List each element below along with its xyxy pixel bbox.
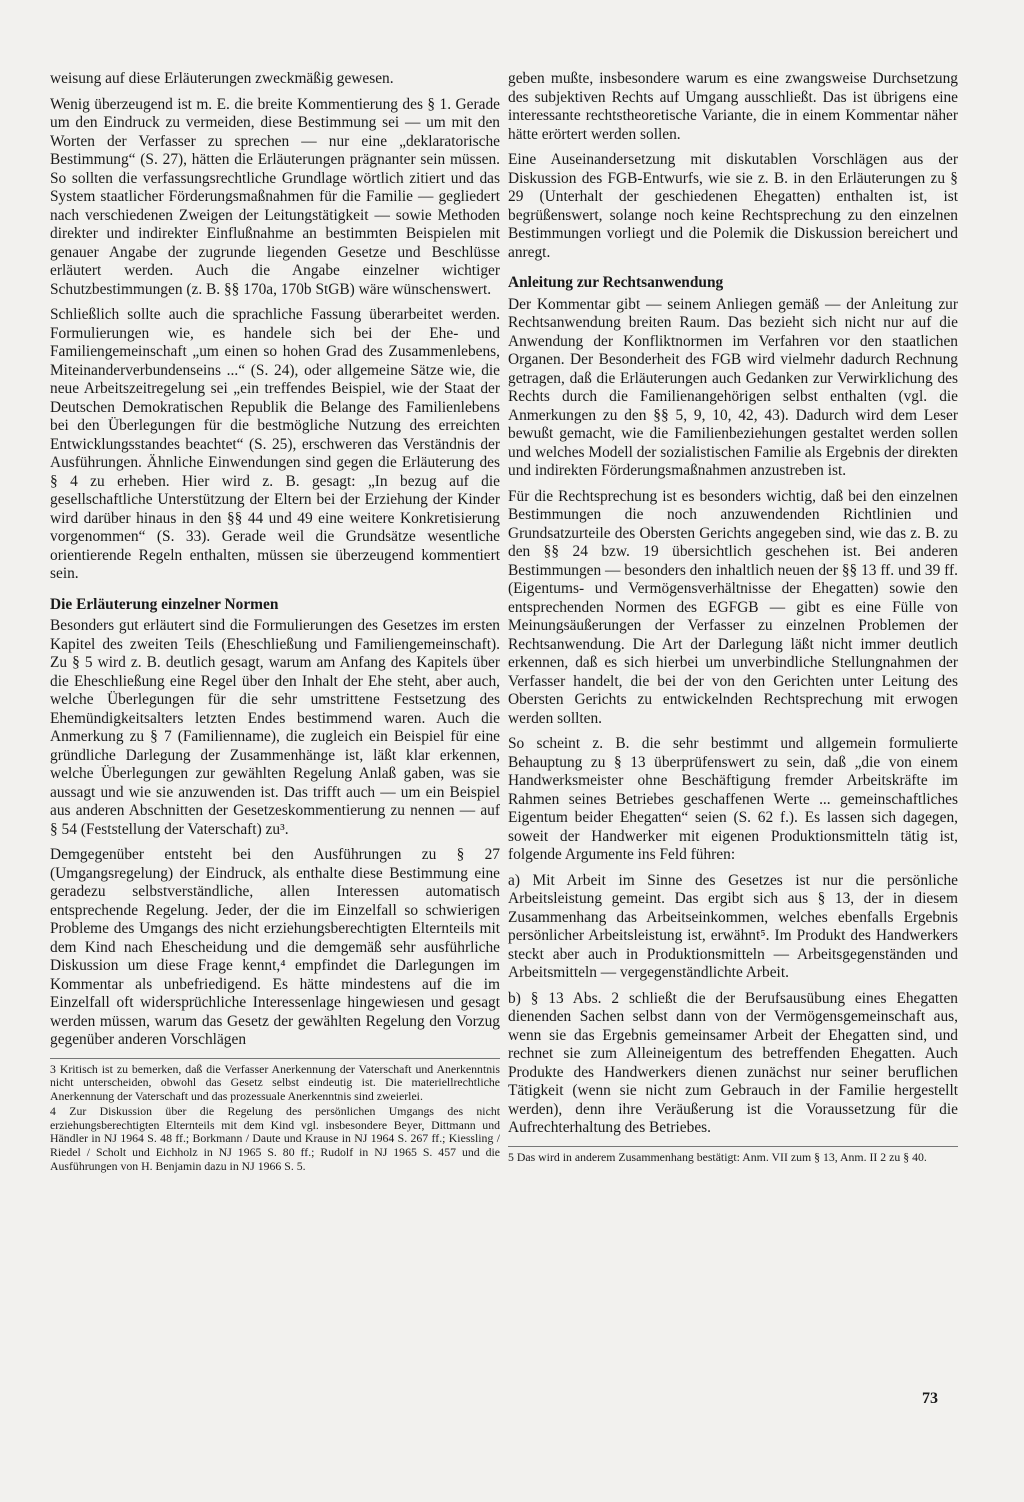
paragraph: Wenig überzeugend ist m. E. die breite Kommentierung des § 1. Gerade um den Eindruck zu vermeiden, diese Bestimmung sei — um mit den Worten der Verfasser zu sprechen — nur eine „deklaratorische Bestimmung“ (S. 27), hätten die Erläuterungen prägnanter sein müssen. So sollten die verfassungsrechtliche Grundlage wörtlich zitiert und das System staatlicher Förderungsmaßnahmen für die Familie — gegliedert nach verschiedenen Zweigen der Leitungstätigkeit — sowie Methoden direkter und indirekter Einflußnahme an bestimmten Beispielen mit genauer Angabe der zugrunde liegenden Gesetze und Beschlüsse erläutert werden. Auch die Angabe einzelner wichtiger Schutzbestimmungen (z. B. §§ 170a, 170b StGB) wäre wünschenswert.: [50, 95, 500, 298]
paragraph: So scheint z. B. die sehr bestimmt und allgemein formulierte Behauptung zu § 13 überprüfenswert zu sein, daß „die von einem Handwerksmeister ohne Beschäftigung fremder Arbeitskräfte im Rahmen seines Betriebes geschaffenen Werte ... gemeinschaftliches Eigentum beider Ehegatten“ seien (S. 62 f.). Es lassen sich dagegen, soweit der Handwerker mit eigenen Produktionsmitteln tätig ist, folgende Argumente ins Feld führen:: [508, 735, 958, 863]
footnotes: [508, 1146, 958, 1165]
paragraph: weisung auf diese Erläuterungen zweckmäßig gewesen.: [50, 70, 394, 87]
paragraph: geben mußte, insbesondere warum es eine zwangsweise Durchsetzung des subjektiven Rechts auf Umgang ausschließt. Das ist übrigens eine interessante rechtstheoretische Variante, die in einem Kommentar näher hätte erörtert werden sollen.: [508, 70, 958, 143]
left-column: [50, 70, 500, 1175]
paragraph: Besonders gut erläutert sind die Formulierungen des Gesetzes im ersten Kapitel des zweiten Teils (Eheschließung und Familiengemeinschaft). Zu § 5 wird z. B. deutlich gesagt, warum am Anfang des Kapitels über die Eheschließung eine Regel über den Inhalt der Ehe steht, aber auch, welche Überlegungen für die sehr umstrittene Festsetzung des Ehemündigkeitsalters letzten Endes bestimmend waren. Auch die Anmerkung zu § 7 (Familienname), die zugleich ein Beispiel für eine gründliche Darlegung der Zusammenhänge ist, läßt klar erkennen, welche Überlegungen zur gewählten Regelung Anlaß gaben, was sie aussagt und wie sie anzuwenden ist. Das trifft auch — um ein Beispiel aus anderen Abschnitten der Gesetzeskommentierung zu nennen — auf § 54 (Feststellung der Vaterschaft) zu³.: [50, 617, 500, 838]
paragraph: Demgegenüber entsteht bei den Ausführungen zu § 27 (Umgangsregelung) der Eindruck, als enthalte diese Bestimmung eine geradezu selbstverständliche, allen Interessen automatisch entsprechende Regelung. Jeder, der die im Einzelfall so schwierigen Probleme des Umgangs des nicht erziehungsberechtigten Elternteils mit dem Kind nach Ehescheidung und die demgemäß sehr ausführliche Diskussion um diese Frage kennt,⁴ empfindet die Darlegungen im Kommentar als unbefriedigend. Es hätte mindestens auf die im Einzelfall oft widersprüchliche Interessenlage hingewiesen und gesagt werden müssen, warum das Gesetz der gewählten Regelung den Vorzug gegenüber anderen Vorschlägen: [50, 846, 500, 1048]
footnotes: [50, 1058, 500, 1174]
page-number: 73: [922, 1390, 938, 1407]
section-heading: Anleitung zur Rechtsanwendung: [508, 274, 724, 291]
paragraph: Der Kommentar gibt — seinem Anliegen gemäß — der Anleitung zur Rechtsanwendung breiten Raum. Das bezieht sich nicht nur auf die Anwendung der Konfliktnormen im Verfahren vor den staatlichen Organen. Der Besonderheit des FGB wird vielmehr dadurch Rechnung getragen, daß die Erläuterungen auch Gedanken zur Verwirklichung des Rechts durch die Familienangehörigen selbst enthalten (vgl. die Anmerkungen zu den §§ 5, 9, 10, 42, 43). Dadurch wird dem Leser bewußt gemacht, wie die Familienbeziehungen gestaltet werden sollen und welches Modell der sozialistischen Familie als Ergebnis der direkten und indirekten Förderungsmaßnahmen anzustreben ist.: [508, 295, 958, 479]
paragraph: b) § 13 Abs. 2 schließt die der Berufsausübung eines Ehegatten dienenden Sachen selbst dann von der Vermögensgemeinschaft aus, wenn sie das Ergebnis gemeinsamer Arbeit der Ehegatten sind, und rechnet sie zum Alleineigentum des betreffenden Ehegatten. Auch Produkte des Handwerkers dienen zunächst nur seiner beruflichen Tätigkeit (wenn sie nicht zum Gebrauch in der Familie hergestellt werden), denn ihre Veräußerung ist die Voraussetzung für die Aufrechterhaltung des Betriebes.: [508, 989, 958, 1136]
section-heading: Die Erläuterung einzelner Normen: [50, 595, 279, 613]
paragraph: Eine Auseinandersetzung mit diskutablen Vorschlägen aus der Diskussion des FGB-Entwurfs, wie sie z. B. in den Erläuterungen zu § 29 (Unterhalt der geschiedenen Ehegatten) enthalten ist, ist begrüßenswert, solange noch keine Rechtsprechung zu den einzelnen Bestimmungen vorliegt und die Polemik die Diskussion bereichert und anregt.: [508, 151, 958, 261]
footnote-3: 3 Kritisch ist zu bemerken, daß die Verfasser Anerkennung der Vaterschaft und Anerkenntnis nicht unterscheiden, obwohl das Gesetz selbst eindeutig ist. Die materiellrechtliche Anerkennung der Vaterschaft und das prozessuale Anerkenntnis sind zweierlei.: [50, 1061, 500, 1103]
right-column: [508, 70, 958, 1166]
paragraph: Schließlich sollte auch die sprachliche Fassung überarbeitet werden. Formulierungen wie, es handele sich bei der Ehe- und Familiengemeinschaft „um einen so hohen Grad des Zusammenlebens, Miteinanderverbundenseins ...“ (S. 24), oder allgemeine Sätze wie, die neue Arbeitszeitregelung sei „ein treffendes Beispiel, wie der Staat der Deutschen Demokratischen Republik die Belange des Familienlebens bei den Überlegungen für die bestmögliche Nutzung des erreichten Entwicklungsstandes beachtet“ (S. 25), erschweren das Verständnis der Ausführungen. Ähnliche Einwendungen sind gegen die Erläuterung des § 4 zu erheben. Hier wird z. B. gesagt: „In bezug auf die gesellschaftliche Unterstützung der Eltern bei der Erziehung der Kinder wird darüber hinaus in den §§ 44 und 49 eine weitere Konkretisierung vorgenommen“ (S. 33). Gerade weil die Grundsätze wesentliche orientierende Regeln enthalten, müssen sie überzeugend kommentiert sein.: [50, 306, 500, 582]
paragraph: a) Mit Arbeit im Sinne des Gesetzes ist nur die persönliche Arbeitsleistung gemeint. Das ergibt sich aus § 13, der in diesem Zusammenhang das Arbeitseinkommen, welches ebenfalls Ergebnis persönlicher Arbeitsleistung ist, erwähnt⁵. Im Produkt des Handwerkers steckt aber auch in Produktionsmitteln — Arbeitsgegenständen und Arbeitsmitteln — vergegenständlichte Arbeit.: [508, 871, 958, 981]
paragraph: Für die Rechtsprechung ist es besonders wichtig, daß bei den einzelnen Bestimmungen die noch anzuwendenden Richtlinien und Grundsatzurteile des Obersten Gerichts angegeben sind, wie das z. B. zu den §§ 24 bzw. 19 übersichtlich geschehen ist. Bei anderen Bestimmungen — besonders den inhaltlich neuen der §§ 13 ff. und 39 ff. (Eigentums- und Vermögensverhältnisse der Ehegatten) sowie den entsprechenden Normen des EGFGB — gibt es eine Fülle von Meinungsäußerungen der Verfasser zu einzelnen Problemen der Rechtsanwendung. Die Art der Darlegung läßt nicht immer deutlich erkennen, daß es sich hierbei um unverbindliche Stellungnahmen der Verfasser handelt, die bei der von den Gerichten unter Leitung des Obersten Gerichts zu entwickelnden Rechtsprechung mit erwogen werden sollten.: [508, 487, 958, 727]
footnote-4: 4 Zur Diskussion über die Regelung des persönlichen Umgangs des nicht erziehungsberechtigten Elternteils mit dem Kind vgl. insbesondere Beyer, Dittmann und Händler in NJ 1964 S. 48 ff.; Borkmann / Daute und Krause in NJ 1964 S. 267 ff.; Kiessling / Riedel / Scholt und Eichholz in NJ 1965 S. 80 ff.; Rudolf in NJ 1965 S. 457 und die Ausführungen von H. Benjamin dazu in NJ 1966 S. 5.: [50, 1104, 500, 1173]
footnote-5: 5 Das wird in anderem Zusammenhang bestätigt: Anm. VII zum § 13, Anm. II 2 zu § 40.: [508, 1149, 927, 1164]
